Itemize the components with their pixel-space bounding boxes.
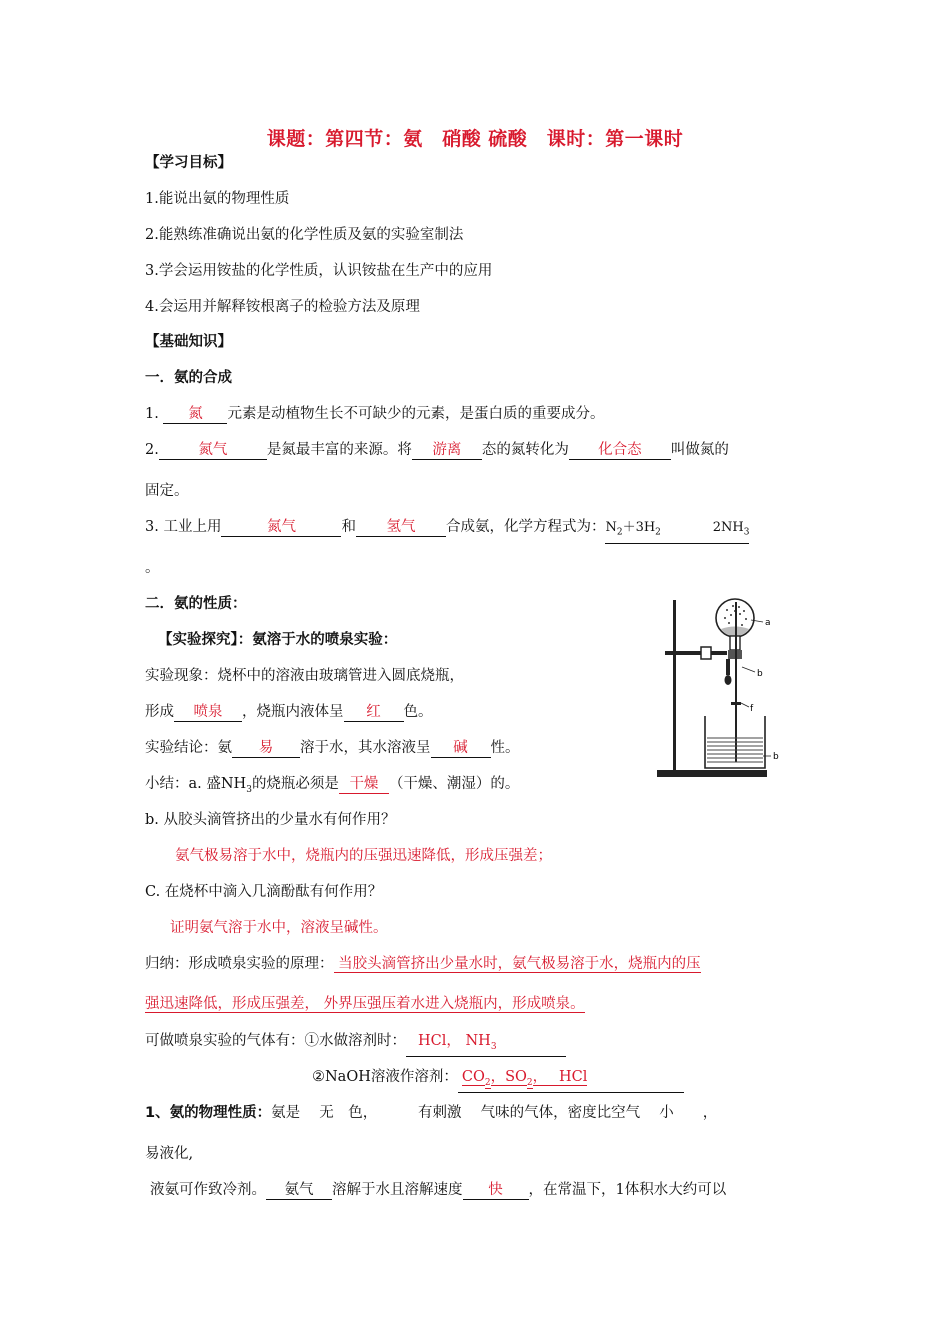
fountain-gases-naoh: ②NaOH溶液作溶剂： $CO_2$，$SO_2$， HCl [312, 1067, 684, 1093]
fountain-gases-water: 可做喷泉实验的气体有：①水做溶剂时： HCl， $NH_3$ [145, 1031, 566, 1057]
principle-line-1: 归纳：形成喷泉实验的原理： 当胶头滴管挤出少量水时，氨气极易溶于水，烧瓶内的压 [145, 956, 701, 972]
answer-blank: 易 [232, 739, 300, 758]
objectives-heading: 【学习目标】 [145, 155, 232, 171]
label-b-beaker: b [773, 752, 779, 762]
answer-blank: 氮 [163, 405, 227, 424]
question-3-cont: 。 [145, 560, 160, 576]
objective-item-1: 1.能说出氨的物理性质 [145, 191, 290, 207]
answer-blank: 氮气 [159, 441, 267, 460]
answer-blank: 氨气 [266, 1181, 332, 1200]
clamp-arm [665, 651, 727, 655]
answer-blank: $CO_2$，$SO_2$， HCl [458, 1068, 684, 1093]
summary-b: b. 从胶头滴管挤出的少量水有何作用？ [145, 812, 396, 828]
answer-blank: 碱 [431, 739, 491, 758]
conclusion: 实验结论：氨 易 溶于水，其水溶液呈 碱 性。 [145, 740, 520, 756]
question-2-cont: 固定。 [145, 483, 189, 499]
section-2-heading: 二．氨的性质： [145, 596, 247, 612]
answer-c: 证明氨气溶于水中，溶液呈碱性。 [170, 920, 388, 936]
answer-blank: 喷泉 [174, 703, 242, 722]
answer-blank: 氢气 [356, 518, 446, 537]
physical-properties: 1、氨的物理性质：氨是 无 色， 有刺激 气味的气体，密度比空气 小 ， [145, 1105, 718, 1121]
question-3: 3. 工业上用 氮气 和 氢气 合成氨，化学方程式为：$N_2+3H_2$ $2NH_3$ [145, 517, 749, 544]
lesson-title: 课题：第四节：氨 硝酸 硫酸 课时：第一课时 [266, 128, 684, 150]
answer-blank: HCl， $NH_3$ [406, 1032, 566, 1057]
phenomenon-2: 形成 喷泉 ，烧瓶内液体呈 红 色。 [145, 704, 433, 720]
answer-blank: 快 [463, 1181, 529, 1200]
answer-blank: 红 [344, 703, 404, 722]
tube-clip [731, 702, 741, 705]
principle-line-2 [145, 994, 585, 1014]
dropper-bulb [725, 675, 732, 685]
principle-answer-cont: 强迅速降低，形成压强差， 外界压强压着水进入烧瓶内，形成喷泉。 [145, 996, 585, 1012]
answer-blank: 干燥 [339, 775, 389, 794]
dropper [726, 659, 730, 675]
phenomenon-1: 实验现象：烧杯中的溶液由玻璃管进入圆底烧瓶， [145, 668, 464, 684]
stand-rod [673, 600, 676, 772]
objective-item-3: 3.学会运用铵盐的化学性质，认识铵盐在生产中的应用 [145, 263, 493, 279]
summary-c: C. 在烧杯中滴入几滴酚酞有何作用？ [145, 884, 383, 900]
answer-blank: 氮气 [221, 518, 341, 537]
label-b: b [757, 669, 763, 679]
label-a: a [765, 618, 771, 628]
objective-item-4: 4.会运用并解释铵根离子的检验方法及原理 [145, 299, 420, 315]
summary-a: 小结：a. 盛$NH_3$的烧瓶必须是 干燥 （干燥、潮湿）的。 [145, 776, 520, 795]
basics-heading: 【基础知识】 [145, 334, 232, 350]
question-1: 1. 氮 元素是动植物生长不可缺少的元素，是蛋白质的重要成分。 [145, 406, 605, 422]
clamp [701, 647, 711, 659]
physical-properties-cont: 易液化, [145, 1146, 194, 1162]
answer-b: 氨气极易溶于水中，烧瓶内的压强迅速降低，形成压强差； [175, 848, 552, 864]
principle-answer: 当胶头滴管挤出少量水时，氨气极易溶于水，烧瓶内的压 [333, 956, 701, 972]
experiment-heading: 【实验探究】：氨溶于水的喷泉实验： [158, 632, 398, 648]
question-2: 2. 氮气 是氮最丰富的来源。将 游离 态的氮转化为 化合态 叫做氮的 [145, 442, 729, 458]
fountain-experiment-diagram [655, 598, 790, 780]
chemical-equation: $N_2+3H_2$ $2NH_3$ [605, 518, 749, 544]
answer-blank: 游离 [412, 441, 482, 460]
objective-item-2: 2.能熟练准确说出氨的化学性质及氨的实验室制法 [145, 227, 464, 243]
section-1-heading: 一．氨的合成 [145, 370, 232, 386]
answer-blank: 化合态 [569, 441, 671, 460]
label-f: f [750, 704, 754, 714]
beaker-water [707, 738, 763, 762]
liquid-ammonia: 液氨可作致冷剂。 氨气 溶解于水且溶解速度 快 ，在常温下，1体积水大约可以 [150, 1182, 727, 1198]
